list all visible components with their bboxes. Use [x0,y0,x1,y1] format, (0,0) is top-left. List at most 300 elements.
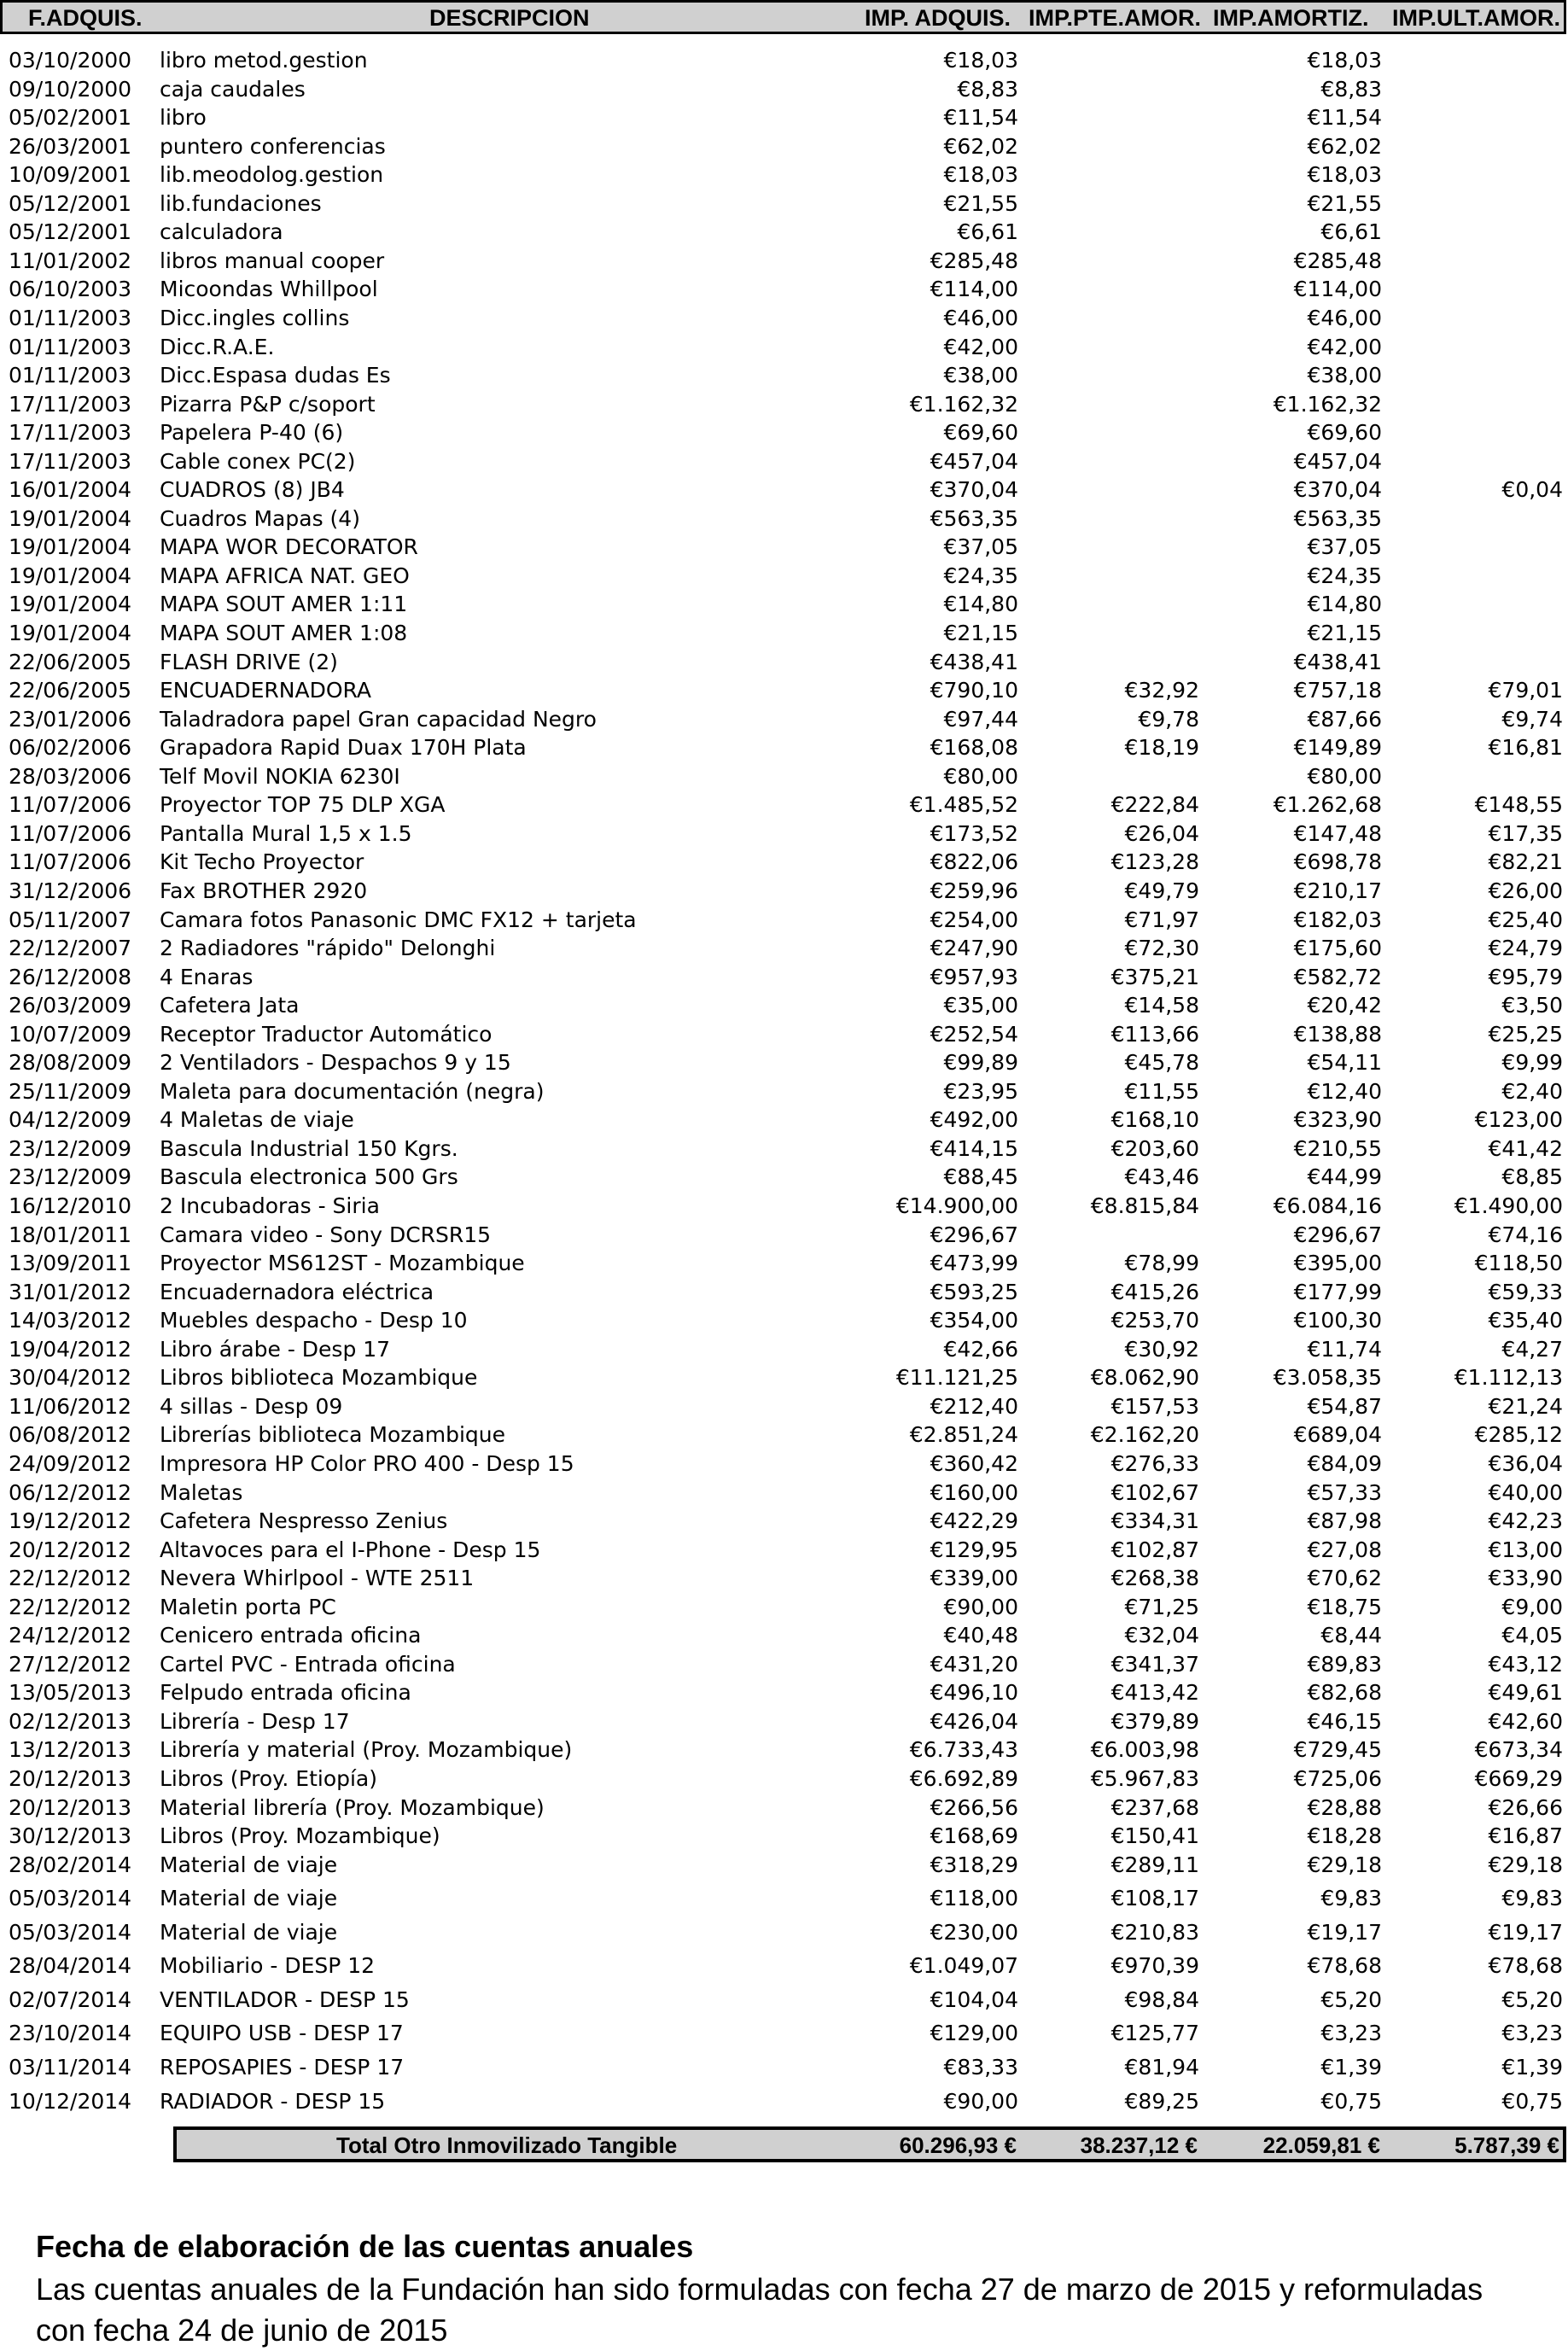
table-row [0,1306,1568,1334]
cell-desc: Papelera P-40 (6) [160,420,344,446]
cell-desc: Libros (Proy. Mozambique) [160,1823,440,1849]
cell-imp-adquis: €247,90 [930,936,1018,961]
table-row [0,1822,1568,1850]
cell-date: 05/12/2001 [9,219,132,245]
cell-desc: Pizarra P&P c/soport [160,391,376,417]
cell-imp-pte-amor: €18,19 [1124,735,1199,761]
cell-imp-amortiz: €323,90 [1293,1107,1382,1133]
table-row [0,1536,1568,1564]
cell-imp-ult-amor: €285,12 [1474,1422,1563,1448]
cell-date: 06/10/2003 [9,277,132,302]
table-row [0,1363,1568,1391]
table-row [0,1192,1568,1220]
cell-imp-amortiz: €210,55 [1293,1135,1382,1161]
cell-imp-adquis: €168,69 [930,1823,1018,1849]
cell-desc: Librerías biblioteca Mozambique [160,1422,506,1448]
cell-desc: Felpudo entrada oficina [160,1680,411,1706]
cell-date: 02/12/2013 [9,1708,132,1734]
cell-imp-ult-amor: €673,34 [1474,1737,1563,1763]
table-row [0,1593,1568,1621]
cell-imp-adquis: €212,40 [930,1393,1018,1419]
table-row [0,1650,1568,1678]
cell-desc: REPOSAPIES - DESP 17 [160,2054,405,2080]
table-row [0,1221,1568,1249]
cell-imp-adquis: €14,80 [943,592,1018,617]
cell-imp-pte-amor: €334,31 [1110,1508,1199,1534]
cell-imp-amortiz: €6,61 [1320,219,1382,245]
cell-date: 22/06/2005 [9,649,132,674]
cell-desc: Cable conex PC(2) [160,448,356,474]
cell-date: 03/11/2014 [9,2054,132,2080]
table-row [0,103,1568,131]
cell-date: 23/12/2009 [9,1135,132,1161]
table-row [0,1421,1568,1449]
table-row [0,1479,1568,1507]
table-row [0,906,1568,934]
cell-date: 26/12/2008 [9,964,132,989]
cell-imp-adquis: €414,15 [930,1135,1018,1161]
cell-imp-adquis: €83,33 [943,2054,1018,2080]
cell-imp-pte-amor: €113,66 [1110,1021,1199,1047]
cell-imp-ult-amor: €8,85 [1501,1164,1563,1190]
cell-imp-amortiz: €18,75 [1307,1594,1382,1619]
cell-date: 02/07/2014 [9,1986,132,2012]
cell-date: 17/11/2003 [9,420,132,446]
header-imp-adquis: IMP. ADQUIS. [865,5,1011,31]
cell-imp-adquis: €457,04 [930,448,1018,474]
cell-imp-ult-amor: €669,29 [1474,1766,1563,1791]
cell-imp-pte-amor: €8.815,84 [1090,1193,1199,1218]
cell-imp-adquis: €24,35 [943,563,1018,588]
cell-imp-ult-amor: €2,40 [1501,1078,1563,1104]
cell-imp-ult-amor: €16,87 [1488,1823,1563,1849]
cell-imp-amortiz: €8,83 [1320,76,1382,102]
cell-imp-amortiz: €563,35 [1293,505,1382,531]
cell-imp-adquis: €1.162,32 [909,391,1018,417]
cell-imp-amortiz: €37,05 [1307,534,1382,560]
cell-imp-ult-amor: €123,00 [1474,1107,1563,1133]
cell-imp-ult-amor: €42,60 [1488,1708,1563,1734]
cell-imp-amortiz: €46,00 [1307,305,1382,330]
cell-imp-amortiz: €29,18 [1307,1852,1382,1877]
cell-date: 20/12/2012 [9,1537,132,1562]
table-row [0,1020,1568,1048]
cell-desc: Material de viaje [160,1919,338,1945]
cell-desc: Nevera Whirlpool - WTE 2511 [160,1566,475,1591]
cell-imp-pte-amor: €45,78 [1124,1050,1199,1076]
cell-imp-adquis: €62,02 [943,133,1018,159]
cell-imp-adquis: €473,99 [930,1251,1018,1276]
table-row [0,562,1568,590]
cell-imp-adquis: €35,00 [943,993,1018,1018]
cell-imp-adquis: €173,52 [930,820,1018,846]
cell-imp-amortiz: €149,89 [1293,735,1382,761]
cell-imp-adquis: €37,05 [943,534,1018,560]
cell-desc: Kit Techo Proyector [160,849,364,875]
table-row [0,1736,1568,1764]
table-row [0,676,1568,704]
cell-imp-pte-amor: €32,92 [1124,678,1199,703]
cell-desc: 2 Ventiladors - Despachos 9 y 15 [160,1050,511,1076]
cell-imp-ult-amor: €1,39 [1501,2054,1563,2080]
cell-desc: Pantalla Mural 1,5 x 1.5 [160,820,412,846]
cell-desc: EQUIPO USB - DESP 17 [160,2021,404,2046]
cell-date: 11/07/2006 [9,849,132,875]
cell-imp-adquis: €46,00 [943,305,1018,330]
cell-imp-amortiz: €177,99 [1293,1279,1382,1304]
cell-date: 01/11/2003 [9,305,132,330]
cell-imp-amortiz: €20,42 [1307,993,1382,1018]
cell-imp-pte-amor: €98,84 [1124,1986,1199,2012]
cell-desc: Dicc.Espasa dudas Es [160,363,391,388]
cell-imp-adquis: €90,00 [943,2088,1018,2114]
cell-imp-ult-amor: €43,12 [1488,1651,1563,1677]
cell-imp-ult-amor: €1.490,00 [1454,1193,1563,1218]
cell-imp-adquis: €438,41 [930,649,1018,674]
cell-imp-ult-amor: €3,50 [1501,993,1563,1018]
cell-imp-amortiz: €44,99 [1307,1164,1382,1190]
cell-imp-amortiz: €18,28 [1307,1823,1382,1849]
cell-date: 05/12/2001 [9,190,132,216]
cell-imp-pte-amor: €203,60 [1110,1135,1199,1161]
cell-imp-adquis: €2.851,24 [909,1422,1018,1448]
cell-imp-pte-amor: €970,39 [1110,1953,1199,1979]
cell-imp-amortiz: €69,60 [1307,420,1382,446]
cell-imp-adquis: €422,29 [930,1508,1018,1534]
table-row [0,1918,1568,1946]
cell-date: 19/01/2004 [9,563,132,588]
cell-desc: calculadora [160,219,283,245]
cell-imp-pte-amor: €123,28 [1110,849,1199,875]
cell-desc: 4 sillas - Desp 09 [160,1393,343,1419]
table-row [0,1278,1568,1306]
table-row [0,505,1568,533]
cell-imp-pte-amor: €168,10 [1110,1107,1199,1133]
cell-imp-ult-amor: €9,74 [1501,706,1563,732]
cell-date: 06/12/2012 [9,1479,132,1505]
table-header [0,0,1566,34]
cell-date: 19/12/2012 [9,1508,132,1534]
cell-imp-adquis: €822,06 [930,849,1018,875]
cell-desc: RADIADOR - DESP 15 [160,2088,386,2114]
cell-imp-ult-amor: €9,00 [1501,1594,1563,1619]
cell-desc: Telf Movil NOKIA 6230I [160,763,400,789]
cell-imp-amortiz: €18,03 [1307,162,1382,188]
cell-imp-adquis: €252,54 [930,1021,1018,1047]
cell-desc: Bascula Industrial 150 Kgrs. [160,1135,458,1161]
cell-date: 28/04/2014 [9,1953,132,1979]
cell-date: 10/07/2009 [9,1021,132,1047]
cell-imp-pte-amor: €8.062,90 [1090,1365,1199,1391]
cell-desc: Material de viaje [160,1886,338,1911]
table-row [0,2019,1568,2047]
cell-imp-amortiz: €725,06 [1293,1766,1382,1791]
cell-imp-amortiz: €54,11 [1307,1050,1382,1076]
cell-imp-ult-amor: €33,90 [1488,1566,1563,1591]
cell-imp-amortiz: €21,15 [1307,621,1382,645]
cell-imp-ult-amor: €95,79 [1488,964,1563,989]
cell-imp-adquis: €160,00 [930,1479,1018,1505]
cell-imp-adquis: €168,08 [930,735,1018,761]
total-imp-pte-amor: 38.237,12 € [1080,2132,1198,2158]
cell-date: 14/03/2012 [9,1308,132,1333]
table-row [0,1249,1568,1277]
cell-desc: Bascula electronica 500 Grs [160,1164,458,1190]
cell-imp-pte-amor: €71,97 [1124,907,1199,932]
table-row [0,361,1568,389]
table-row [0,1135,1568,1163]
cell-desc: libro [160,105,207,131]
cell-imp-ult-amor: €0,04 [1501,477,1563,503]
cell-date: 19/01/2004 [9,505,132,531]
cell-imp-adquis: €38,00 [943,363,1018,388]
cell-desc: Receptor Traductor Automático [160,1021,493,1047]
cell-date: 19/01/2004 [9,621,132,645]
table-row [0,1765,1568,1793]
cell-imp-adquis: €563,35 [930,505,1018,531]
total-imp-ult-amor: 5.787,39 € [1454,2132,1559,2158]
table-row [0,590,1568,618]
table-row [0,390,1568,418]
cell-imp-adquis: €354,00 [930,1308,1018,1333]
table-row [0,1707,1568,1736]
cell-imp-pte-amor: €253,70 [1110,1308,1199,1333]
cell-imp-pte-amor: €102,67 [1110,1479,1199,1505]
header-imp-ult-amor: IMP.ULT.AMOR. [1392,5,1561,31]
table-row [0,46,1568,74]
cell-date: 05/02/2001 [9,105,132,131]
cell-imp-amortiz: €54,87 [1307,1393,1382,1419]
cell-desc: Material librería (Proy. Mozambique) [160,1794,545,1820]
cell-desc: lib.meodolog.gestion [160,162,384,188]
table-row [0,790,1568,819]
cell-imp-amortiz: €42,00 [1307,334,1382,359]
header-date: F.ADQUIS. [28,5,143,31]
total-row [173,2126,1566,2162]
cell-date: 16/01/2004 [9,477,132,503]
cell-imp-ult-amor: €1.112,13 [1454,1365,1563,1391]
cell-imp-amortiz: €1.162,32 [1273,391,1382,417]
cell-imp-adquis: €296,67 [930,1222,1018,1247]
cell-date: 23/01/2006 [9,706,132,732]
cell-imp-adquis: €88,45 [943,1164,1018,1190]
cell-imp-pte-amor: €9,78 [1138,706,1199,732]
cell-imp-ult-amor: €21,24 [1488,1393,1563,1419]
cell-desc: Maletin porta PC [160,1594,336,1619]
cell-date: 26/03/2009 [9,993,132,1018]
cell-imp-adquis: €11,54 [943,105,1018,131]
cell-date: 31/01/2012 [9,1279,132,1304]
footer-text: Las cuentas anuales de la Fundación han sido formuladas con fecha 27 de marzo de 2015 y reformuladas con fecha 24 de junio de 2015 [36,2272,1483,2348]
cell-imp-ult-amor: €4,05 [1501,1623,1563,1648]
cell-imp-amortiz: €285,48 [1293,248,1382,273]
cell-desc: 4 Maletas de viaje [160,1107,354,1133]
cell-date: 19/04/2012 [9,1336,132,1362]
cell-imp-amortiz: €89,83 [1307,1651,1382,1677]
table-row [0,1564,1568,1592]
table-row [0,1450,1568,1478]
table-row [0,75,1568,103]
table-row [0,1105,1568,1134]
cell-desc: Librería y material (Proy. Mozambique) [160,1737,573,1763]
table-row [0,705,1568,733]
cell-imp-adquis: €230,00 [930,1919,1018,1945]
cell-imp-adquis: €14.900,00 [895,1193,1018,1218]
cell-imp-amortiz: €5,20 [1320,1986,1382,2012]
cell-imp-amortiz: €729,45 [1293,1737,1382,1763]
cell-imp-ult-amor: €24,79 [1488,936,1563,961]
cell-imp-ult-amor: €78,68 [1488,1953,1563,1979]
cell-date: 04/12/2009 [9,1107,132,1133]
cell-imp-pte-amor: €5.967,83 [1090,1766,1199,1791]
cell-desc: 2 Incubadoras - Siria [160,1193,380,1218]
table-row [0,132,1568,160]
table-row [0,1392,1568,1421]
cell-imp-ult-amor: €9,83 [1501,1886,1563,1911]
cell-date: 01/11/2003 [9,334,132,359]
table-row [0,190,1568,218]
cell-imp-amortiz: €182,03 [1293,907,1382,932]
cell-desc: lib.fundaciones [160,190,322,216]
total-label: Total Otro Inmovilizado Tangible [336,2132,678,2158]
cell-date: 10/09/2001 [9,162,132,188]
table-row [0,733,1568,761]
cell-date: 11/07/2006 [9,792,132,818]
cell-imp-amortiz: €82,68 [1307,1680,1382,1706]
cell-imp-adquis: €42,66 [943,1336,1018,1362]
cell-imp-ult-amor: €26,66 [1488,1794,1563,1820]
cell-date: 28/08/2009 [9,1050,132,1076]
cell-imp-amortiz: €19,17 [1307,1919,1382,1945]
table-row [0,1621,1568,1649]
cell-desc: Camara fotos Panasonic DMC FX12 + tarjeta [160,907,637,932]
cell-desc: Altavoces para el I-Phone - Desp 15 [160,1537,541,1562]
cell-imp-pte-amor: €108,17 [1110,1886,1199,1911]
cell-imp-pte-amor: €26,04 [1124,820,1199,846]
cell-desc: Maleta para documentación (negra) [160,1078,545,1104]
cell-date: 19/01/2004 [9,592,132,617]
cell-imp-amortiz: €698,78 [1293,849,1382,875]
cell-date: 06/08/2012 [9,1422,132,1448]
cell-imp-pte-amor: €289,11 [1110,1852,1199,1877]
cell-date: 24/09/2012 [9,1450,132,1476]
cell-desc: Material de viaje [160,1852,338,1877]
table-row [0,418,1568,446]
table-row [0,1986,1568,2014]
cell-imp-amortiz: €1,39 [1320,2054,1382,2080]
table-row [0,533,1568,561]
cell-desc: Muebles despacho - Desp 10 [160,1308,468,1333]
cell-date: 11/01/2002 [9,248,132,273]
cell-imp-amortiz: €24,35 [1307,563,1382,588]
cell-desc: caja caudales [160,76,306,102]
cell-imp-ult-amor: €29,18 [1488,1852,1563,1877]
cell-imp-amortiz: €8,44 [1320,1623,1382,1648]
cell-date: 10/12/2014 [9,2088,132,2114]
table-row [0,475,1568,504]
cell-desc: CUADROS (8) JB4 [160,477,345,503]
cell-date: 06/02/2006 [9,735,132,761]
cell-date: 20/12/2013 [9,1766,132,1791]
cell-imp-adquis: €6.692,89 [909,1766,1018,1791]
cell-imp-ult-amor: €79,01 [1488,678,1563,703]
cell-imp-ult-amor: €19,17 [1488,1919,1563,1945]
cell-desc: libro metod.gestion [160,48,368,73]
cell-date: 13/09/2011 [9,1251,132,1276]
cell-desc: Taladradora papel Gran capacidad Negro [160,706,597,732]
cell-imp-adquis: €8,83 [957,76,1018,102]
table-row [0,2053,1568,2081]
table-row [0,447,1568,475]
cell-imp-amortiz: €210,17 [1293,878,1382,903]
cell-date: 05/03/2014 [9,1886,132,1911]
cell-imp-ult-amor: €40,00 [1488,1479,1563,1505]
cell-imp-adquis: €426,04 [930,1708,1018,1734]
cell-imp-adquis: €318,29 [930,1852,1018,1877]
cell-imp-pte-amor: €268,38 [1110,1566,1199,1591]
cell-imp-adquis: €790,10 [930,678,1018,703]
table-row [0,762,1568,790]
cell-desc: Cuadros Mapas (4) [160,505,360,531]
cell-imp-ult-amor: €36,04 [1488,1450,1563,1476]
cell-imp-pte-amor: €210,83 [1110,1919,1199,1945]
cell-imp-adquis: €21,15 [943,621,1018,645]
cell-desc: ENCUADERNADORA [160,678,371,703]
cell-imp-adquis: €99,89 [943,1050,1018,1076]
cell-imp-ult-amor: €0,75 [1501,2088,1563,2114]
cell-desc: libros manual cooper [160,248,385,273]
table-row [0,218,1568,246]
cell-imp-ult-amor: €5,20 [1501,1986,1563,2012]
cell-date: 30/04/2012 [9,1365,132,1391]
cell-imp-amortiz: €582,72 [1293,964,1382,989]
cell-imp-ult-amor: €42,23 [1488,1508,1563,1534]
header-imp-amortiz: IMP.AMORTIZ. [1213,5,1369,31]
table-row [0,1507,1568,1535]
cell-desc: Librería - Desp 17 [160,1708,350,1734]
cell-imp-adquis: €370,04 [930,477,1018,503]
cell-desc: Proyector MS612ST - Mozambique [160,1251,525,1276]
cell-imp-amortiz: €21,55 [1307,190,1382,216]
cell-imp-adquis: €80,00 [943,763,1018,789]
cell-imp-amortiz: €689,04 [1293,1422,1382,1448]
table-row [0,1048,1568,1076]
cell-imp-ult-amor: €118,50 [1474,1251,1563,1276]
cell-imp-pte-amor: €30,92 [1124,1336,1199,1362]
table-row [0,275,1568,303]
cell-imp-amortiz: €370,04 [1293,477,1382,503]
cell-imp-adquis: €23,95 [943,1078,1018,1104]
cell-desc: Cartel PVC - Entrada oficina [160,1651,456,1677]
cell-imp-pte-amor: €11,55 [1124,1078,1199,1104]
cell-imp-pte-amor: €14,58 [1124,993,1199,1018]
cell-date: 24/12/2012 [9,1623,132,1648]
cell-imp-pte-amor: €89,25 [1124,2088,1199,2114]
cell-desc: Camara video - Sony DCRSR15 [160,1222,492,1247]
table-row [0,1077,1568,1105]
cell-desc: Grapadora Rapid Duax 170H Plata [160,735,527,761]
cell-imp-adquis: €114,00 [930,277,1018,302]
cell-date: 16/12/2010 [9,1193,132,1218]
cell-imp-amortiz: €38,00 [1307,363,1382,388]
cell-imp-ult-amor: €4,27 [1501,1336,1563,1362]
cell-desc: Libros (Proy. Etiopía) [160,1766,378,1791]
cell-imp-adquis: €104,04 [930,1986,1018,2012]
cell-imp-pte-amor: €2.162,20 [1090,1422,1199,1448]
cell-imp-amortiz: €87,66 [1307,706,1382,732]
cell-imp-amortiz: €757,18 [1293,678,1382,703]
total-imp-amortiz: 22.059,81 € [1262,2132,1380,2158]
